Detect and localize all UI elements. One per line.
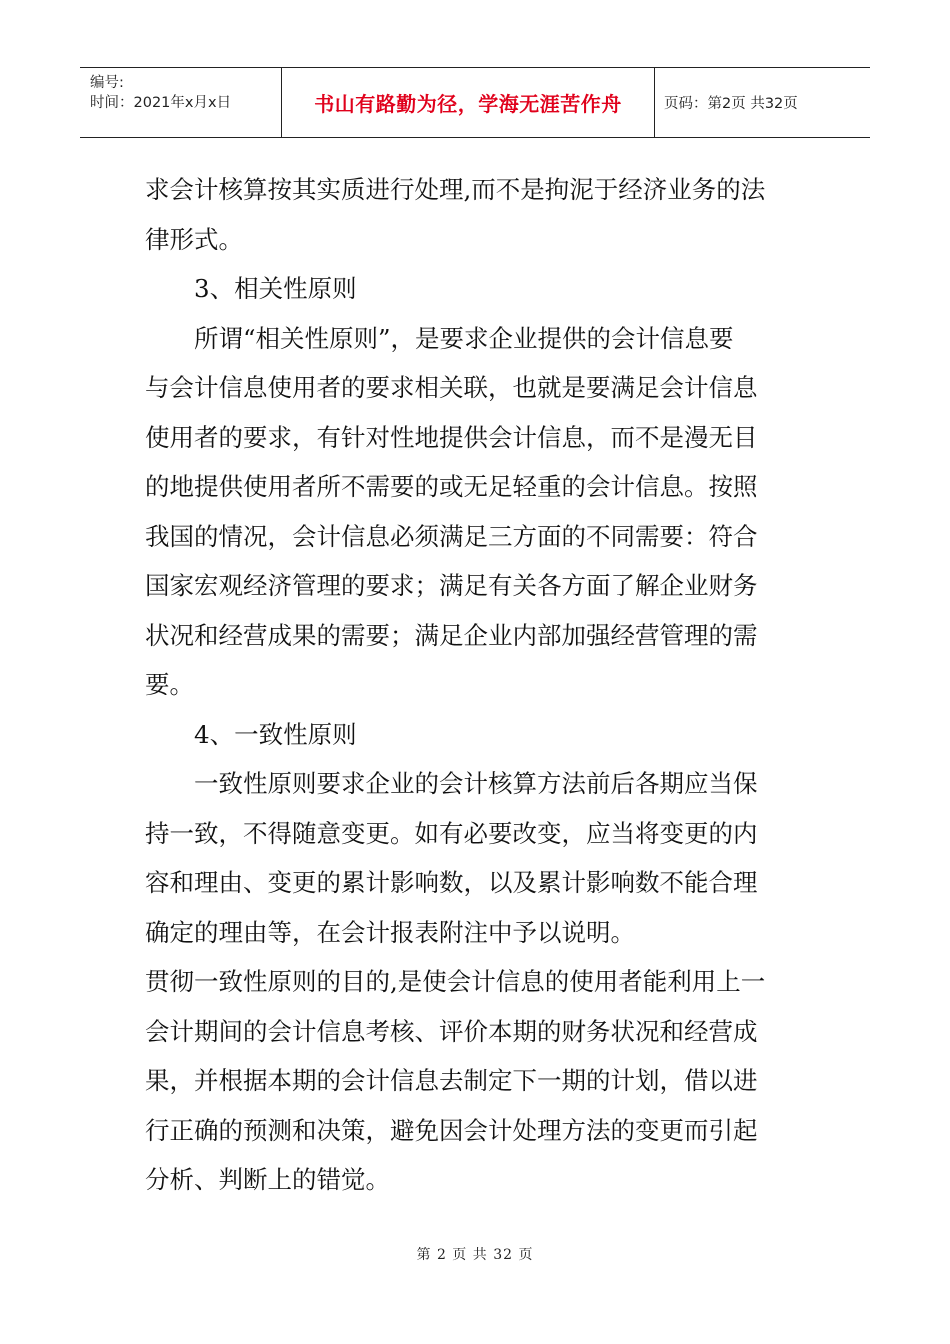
- document-number-label: 编号:: [90, 75, 124, 91]
- section-heading: 4、一致性原则: [194, 719, 357, 749]
- body-line: 律形式。: [145, 224, 243, 254]
- body-line: 分析、判断上的错觉。: [145, 1165, 390, 1194]
- body-line: 一致性原则要求企业的会计核算方法前后各期应当保: [194, 769, 758, 798]
- page-footer: 第 2 页 共 32 页: [416, 1247, 534, 1263]
- header-page-info: 页码：第2页 共32页: [664, 96, 798, 112]
- body-line: 国家宏观经济管理的要求；满足有关各方面了解企业财务: [145, 571, 758, 600]
- body-line: 使用者的要求，有针对性地提供会计信息，而不是漫无目: [145, 422, 758, 452]
- body-line: 所谓“相关性原则”，是要求企业提供的会计信息要: [194, 323, 734, 353]
- page-header: [80, 67, 870, 138]
- body-line: 的地提供使用者所不需要的或无足轻重的会计信息。按照: [145, 472, 758, 501]
- body-line: 会计期间的会计信息考核、评价本期的财务状况和经营成: [145, 1016, 758, 1046]
- body-line: 持一致，不得随意变更。如有必要改变，应当将变更的内: [145, 818, 758, 848]
- body-line: 确定的理由等，在会计报表附注中予以说明。: [145, 917, 635, 947]
- body-line: 要。: [145, 670, 194, 699]
- document-body: [145, 165, 805, 1205]
- body-line: 与会计信息使用者的要求相关联，也就是要满足会计信息: [145, 373, 758, 402]
- body-line: 我国的情况，会计信息必须满足三方面的不同需要：符合: [145, 521, 758, 551]
- document-time-label: 时间：2021年x月x日: [90, 95, 232, 111]
- header-divider: [654, 68, 655, 137]
- header-motto: 书山有路勤为径，学海无涯苦作舟: [314, 92, 622, 116]
- body-line: 求会计核算按其实质进行处理,而不是拘泥于经济业务的法: [145, 175, 766, 204]
- body-line: 果，并根据本期的会计信息去制定下一期的计划，借以进: [145, 1066, 758, 1095]
- header-meta: [90, 73, 231, 113]
- body-line: 贯彻一致性原则的目的,是使会计信息的使用者能利用上一: [145, 967, 766, 996]
- body-line: 状况和经营成果的需要；满足企业内部加强经营管理的需: [145, 620, 758, 650]
- body-line: 容和理由、变更的累计影响数，以及累计影响数不能合理: [145, 868, 758, 897]
- body-line: 行正确的预测和决策，避免因会计处理方法的变更而引起: [145, 1115, 758, 1145]
- section-heading: 3、相关性原则: [194, 274, 357, 303]
